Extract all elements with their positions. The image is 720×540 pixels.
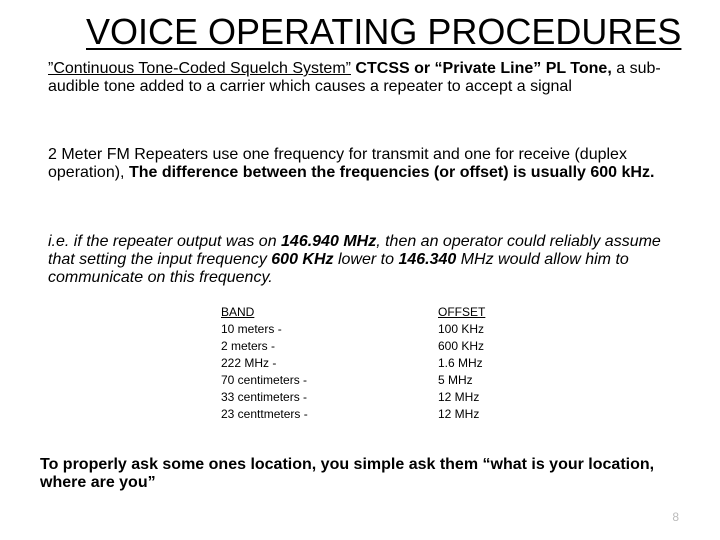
location-paragraph: To properly ask some ones location, you simple ask them “what is your location, where are you” <box>40 456 655 491</box>
band-header: BAND <box>221 305 255 319</box>
example-offset: 600 KHz <box>271 251 334 268</box>
example-text-4: MHz would allow him to communicate on this frequency. <box>48 251 629 286</box>
band-item: 33 centimeters - <box>221 390 308 404</box>
offset-item: 12 MHz <box>438 390 480 404</box>
example-output-freq: 146.940 MHz <box>281 233 377 250</box>
band-item: 222 MHz - <box>221 356 277 370</box>
ctcss-term: ”Continuous Tone-Coded Squelch System” <box>48 60 351 77</box>
page-title: VOICE OPERATING PROCEDURES <box>86 11 682 52</box>
ctcss-paragraph <box>48 60 678 96</box>
example-input-freq: 146.340 <box>398 251 457 268</box>
example-text-3: lower to <box>333 251 399 268</box>
offset-item: 12 MHz <box>438 407 480 421</box>
offset-header: OFFSET <box>438 305 486 319</box>
example-text-1: i.e. if the repeater output was on <box>48 233 282 250</box>
ctcss-abbrev: CTCSS or “Private Line” PL Tone, <box>350 60 612 77</box>
page-number: 8 <box>672 510 679 524</box>
band-item: 70 centimeters - <box>221 373 308 387</box>
band-item: 10 meters - <box>221 322 282 336</box>
band-item: 2 meters - <box>221 339 276 353</box>
offset-item: 100 KHz <box>438 322 485 336</box>
offset-item: 1.6 MHz <box>438 356 483 370</box>
offset-column <box>438 304 485 423</box>
repeater-offset-note: The difference between the frequencies (or offset) is usually 600 kHz. <box>124 164 655 181</box>
band-column <box>221 304 308 423</box>
repeater-intro: 2 Meter FM Repeaters use one frequency for transmit and one for receive (duplex operation), <box>48 146 627 181</box>
offset-item: 600 KHz <box>438 339 485 353</box>
offset-item: 5 MHz <box>438 373 473 387</box>
example-paragraph <box>48 233 678 287</box>
band-item: 23 centtmeters - <box>221 407 308 421</box>
ctcss-definition: a sub-audible tone added to a carrier which causes a repeater to accept a signal <box>48 60 661 95</box>
repeater-paragraph <box>48 146 678 182</box>
example-text-2: , then an operator could reliably assume that setting the input frequency <box>48 233 661 268</box>
